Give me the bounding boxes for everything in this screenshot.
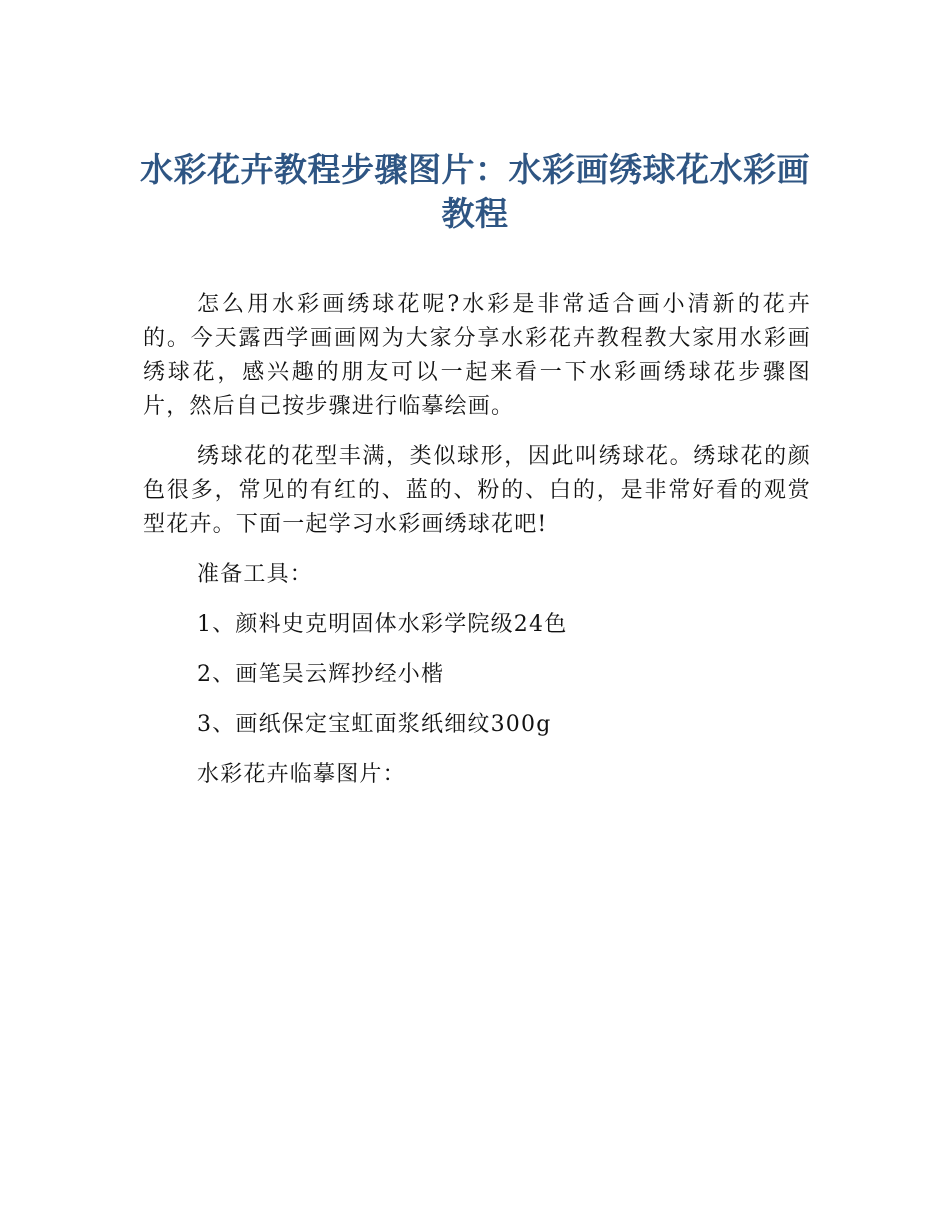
- tool-item-paint: 1、颜料史克明固体水彩学院级24色: [197, 612, 568, 637]
- intro-paragraph: 怎么用水彩画绣球花呢?水彩是非常适合画小清新的花卉的。今天露西学画画网为大家分享水彩花卉教程教大家用水彩画绣球花，感兴趣的朋友可以一起来看一下水彩画绣球花步骤图片，然后自己按步骤进行临摹绘画。: [143, 292, 811, 419]
- article-body: [143, 288, 811, 808]
- images-heading: 水彩花卉临摹图片：: [197, 762, 406, 787]
- tool-item-paper: 3、画纸保定宝虹面浆纸细纹300g: [197, 712, 552, 737]
- tools-heading: 准备工具：: [197, 562, 314, 587]
- tool-item-brush: 2、画笔吴云辉抄经小楷: [197, 662, 445, 687]
- page-title: 水彩花卉教程步骤图片：水彩画绣球花水彩画教程: [140, 150, 810, 233]
- description-paragraph: 绣球花的花型丰满，类似球形，因此叫绣球花。绣球花的颜色很多，常见的有红的、蓝的、粉的、白的，是非常好看的观赏型花卉。下面一起学习水彩画绣球花吧!: [143, 444, 811, 537]
